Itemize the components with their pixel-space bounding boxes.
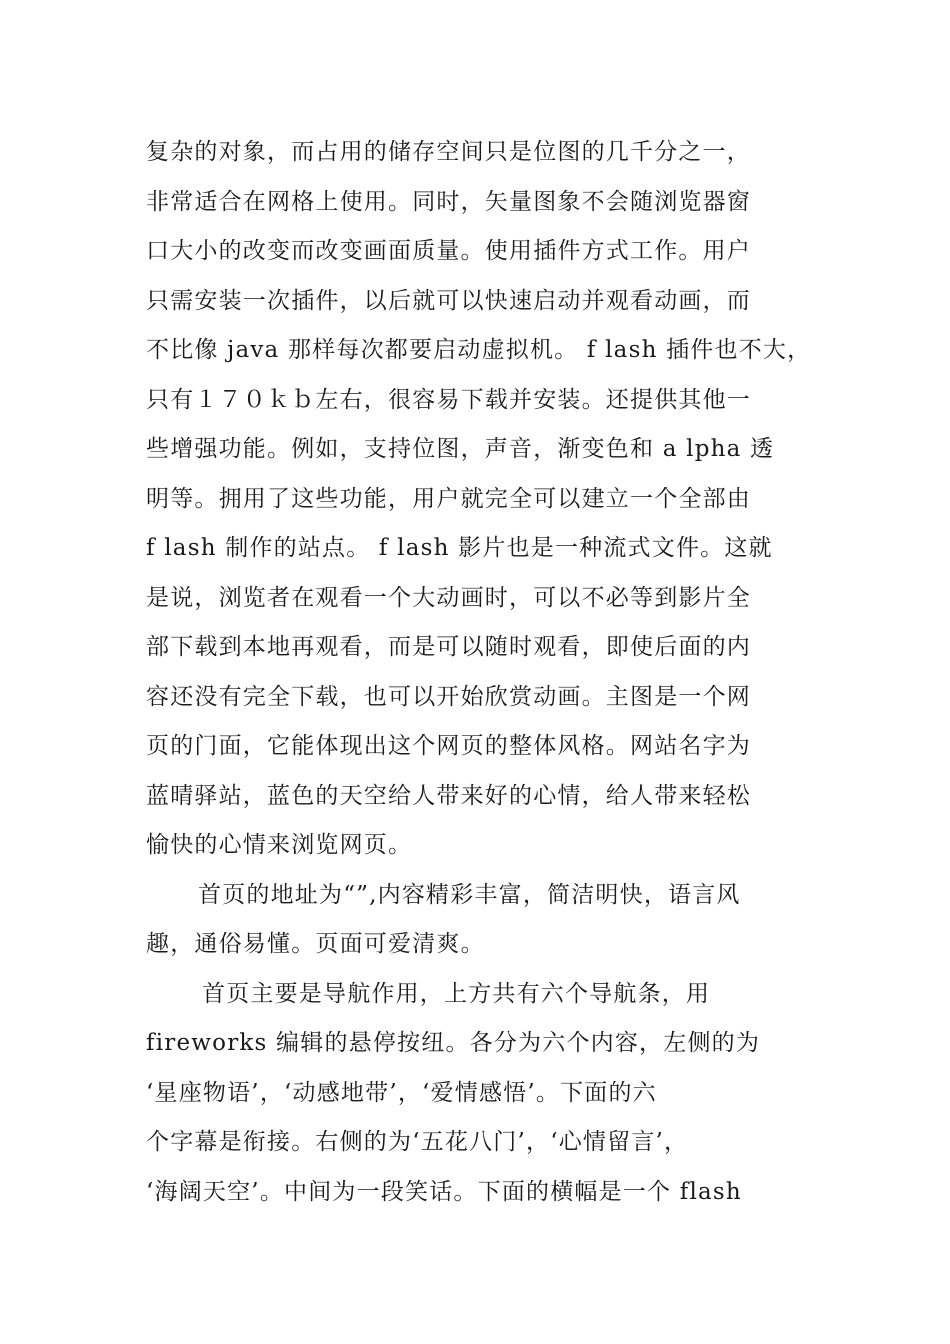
text-line: 口大小的改变而改变画面质量。使用插件方式工作。用户 <box>146 238 751 264</box>
text-line: 只有１７０ｋｂ左右，很容易下载并安装。还提供其他一 <box>146 386 751 413</box>
text-line: 只需安装一次插件，以后就可以快速启动并观看动画，而 <box>146 287 751 314</box>
text-line: 趣，通俗易懂。页面可爱清爽。 <box>146 931 485 957</box>
text-line: 页的门面，它能体现出这个网页的整体风格。网站名字为 <box>146 733 751 759</box>
text-line: 首页主要是导航作用，上方共有六个导航条，用 <box>202 980 711 1007</box>
text-line: 明等。拥用了这些功能，用户就完全可以建立一个全部由 <box>146 485 751 512</box>
text-line: 些增强功能。例如，支持位图，声音，渐变色和 a lpha 透 <box>146 436 775 462</box>
text-line: 不比像 java 那样每次都要启动虚拟机。 f lash 插件也不大， <box>146 337 812 363</box>
text-line: 部下载到本地再观看，而是可以随时观看，即使后面的内 <box>146 634 751 660</box>
text-line: 是说，浏览者在观看一个大动画时，可以不必等到影片全 <box>146 584 751 611</box>
text-line: 愉快的心情来浏览网页。 <box>146 832 413 858</box>
text-line: f lash 制作的站点。 f lash 影片也是一种流式文件。这就 <box>146 535 773 561</box>
text-line: 个字幕是衔接。右侧的为‘五花八门’，‘心情留言’， <box>146 1129 689 1155</box>
paragraph-1 <box>146 128 811 871</box>
text-line: ‘星座物语’，‘动感地带’，‘爱情感悟’。下面的六 <box>146 1079 657 1106</box>
text-line: ‘海阔天空’。中间为一段笑话。下面的横幅是一个 flash <box>146 1178 742 1205</box>
text-line: 蓝晴驿站，蓝色的天空给人带来好的心情，给人带来轻松 <box>146 782 751 809</box>
text-line: 容还没有完全下载，也可以开始欣赏动画。主图是一个网 <box>146 683 751 710</box>
text-line: 首页的地址为“”,内容精彩丰富，简洁明快，语言风 <box>198 881 741 908</box>
text-line: 非常适合在网格上使用。同时，矢量图象不会随浏览器窗 <box>146 188 751 215</box>
paragraph-3 <box>146 970 811 1218</box>
paragraph-2 <box>146 871 811 970</box>
document-body <box>146 128 811 1217</box>
text-line: 复杂的对象，而占用的储存空间只是位图的几千分之一， <box>146 139 751 165</box>
text-line: fireworks 编辑的悬停按纽。各分为六个内容，左侧的为 <box>146 1030 761 1056</box>
